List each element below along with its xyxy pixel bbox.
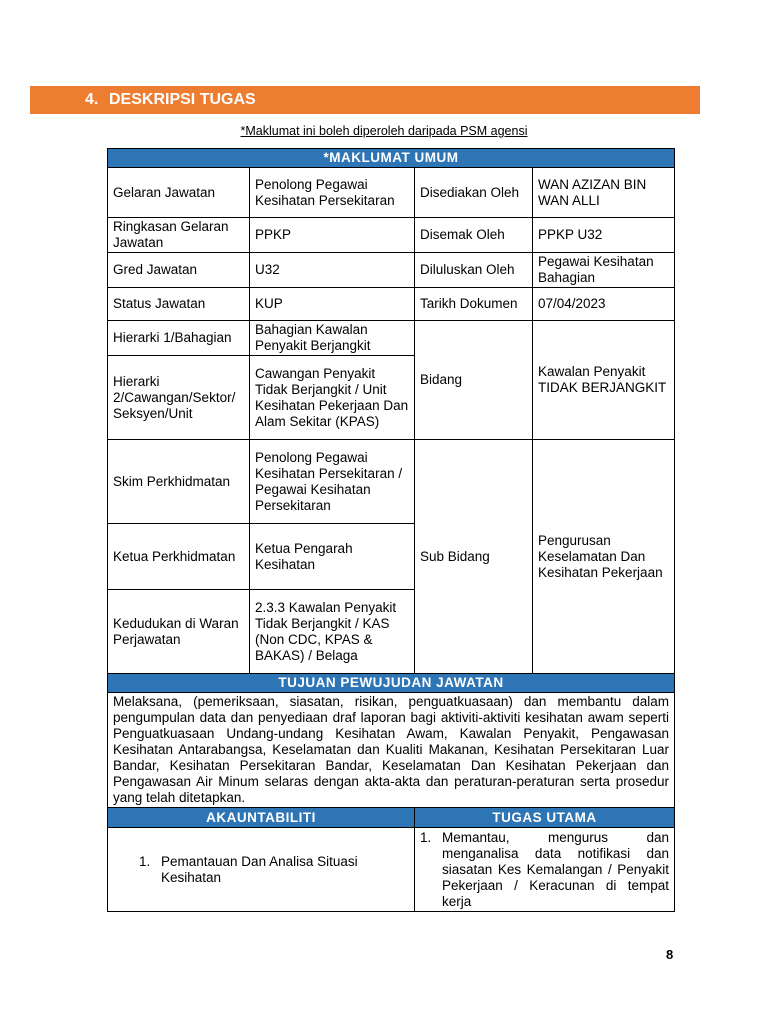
maklumat-umum-heading: *MAKLUMAT UMUM [108, 149, 675, 168]
sub-bidang-value: Pengurusan Keselamatan Dan Kesihatan Pekerjaan [533, 440, 675, 674]
skim-value: Penolong Pegawai Kesihatan Persekitaran / Pegawai Kesihatan Persekitaran [250, 440, 415, 524]
tugas-utama-heading: TUGAS UTAMA [415, 808, 675, 828]
ringkasan-value: PPKP [250, 218, 415, 253]
tujuan-text: Melaksana, (pemeriksaan, siasatan, risikan, penguatkuasaan) dan membantu dalam pengumpulan data dan penyediaan draf laporan bagi aktiviti-aktiviti kesihatan awam seperti Penguatkuasaan Undang-undang Kesihatan Awam, Kawalan Penyakit, Pengawasan Kesihatan Antarabangsa, Keselamatan dan Kualiti Makanan, Kesihatan Persekitaran Luar Bandar, Kesihatan Persekitaran Bandar, Keselamatan Dan Kesihatan Pekerjaan dan Pengawasan Air Minum selaras dengan akta-akta dan peraturan-peraturan serta prosedur yang telah ditetapkan. [108, 693, 675, 808]
tugas-utama-item-text: Memantau, mengurus dan menganalisa data notifikasi dan siasatan Kes Kemalangan / Penyakit Pekerjaan / Keracunan di tempat kerja [442, 829, 670, 909]
ringkasan-label: Ringkasan Gelaran Jawatan [108, 218, 250, 253]
hierarki2-value: Cawangan Penyakit Tidak Berjangkit / Unit Kesihatan Pekerjaan Dan Alam Sekitar (KPAS) [250, 356, 415, 440]
kedudukan-value: 2.3.3 Kawalan Penyakit Tidak Berjangkit / KAS (Non CDC, KPAS & BAKAS) / Belaga [250, 590, 415, 674]
agency-note: *Maklumat ini boleh diperoleh daripada PSM agensi [240, 124, 528, 138]
disemak-label: Disemak Oleh [415, 218, 533, 253]
disediakan-label: Disediakan Oleh [415, 168, 533, 218]
tarikh-label: Tarikh Dokumen [415, 288, 533, 321]
hierarki2-label: Hierarki 2/Cawangan/Sektor/ Seksyen/Unit [108, 356, 250, 440]
skim-label: Skim Perkhidmatan [108, 440, 250, 524]
list-number: 1. [420, 829, 432, 845]
section-header [30, 86, 700, 114]
tarikh-value: 07/04/2023 [533, 288, 675, 321]
list-item [420, 830, 669, 910]
tugas-utama-cell [415, 828, 675, 912]
gelaran-value: Penolong Pegawai Kesihatan Persekitaran [250, 168, 415, 218]
hierarki1-label: Hierarki 1/Bahagian [108, 321, 250, 356]
disemak-value: PPKP U32 [533, 218, 675, 253]
diluluskan-label: Diluluskan Oleh [415, 253, 533, 288]
ketua-label: Ketua Perkhidmatan [108, 524, 250, 590]
list-item [113, 854, 409, 886]
kedudukan-label: Kedudukan di Waran Perjawatan [108, 590, 250, 674]
gred-label: Gred Jawatan [108, 253, 250, 288]
section-title: DESKRIPSI TUGAS [109, 91, 256, 108]
tujuan-heading: TUJUAN PEWUJUDAN JAWATAN [108, 674, 675, 693]
akauntabiliti-cell [108, 828, 415, 912]
section-number: 4. [85, 91, 99, 108]
akauntabiliti-heading: AKAUNTABILITI [108, 808, 415, 828]
job-description-table [107, 148, 675, 912]
status-label: Status Jawatan [108, 288, 250, 321]
akauntabiliti-item-text: Pemantauan Dan Analisa Situasi Kesihatan [161, 853, 358, 885]
gred-value: U32 [250, 253, 415, 288]
disediakan-value: WAN AZIZAN BIN WAN ALLI [533, 168, 675, 218]
ketua-value: Ketua Pengarah Kesihatan [250, 524, 415, 590]
status-value: KUP [250, 288, 415, 321]
page-number: 8 [666, 947, 674, 962]
bidang-value: Kawalan Penyakit TIDAK BERJANGKIT [533, 321, 675, 440]
gelaran-label: Gelaran Jawatan [108, 168, 250, 218]
diluluskan-value: Pegawai Kesihatan Bahagian [533, 253, 675, 288]
list-number: 1. [139, 853, 151, 869]
hierarki1-value: Bahagian Kawalan Penyakit Berjangkit [250, 321, 415, 356]
bidang-label: Bidang [415, 321, 533, 440]
sub-bidang-label: Sub Bidang [415, 440, 533, 674]
